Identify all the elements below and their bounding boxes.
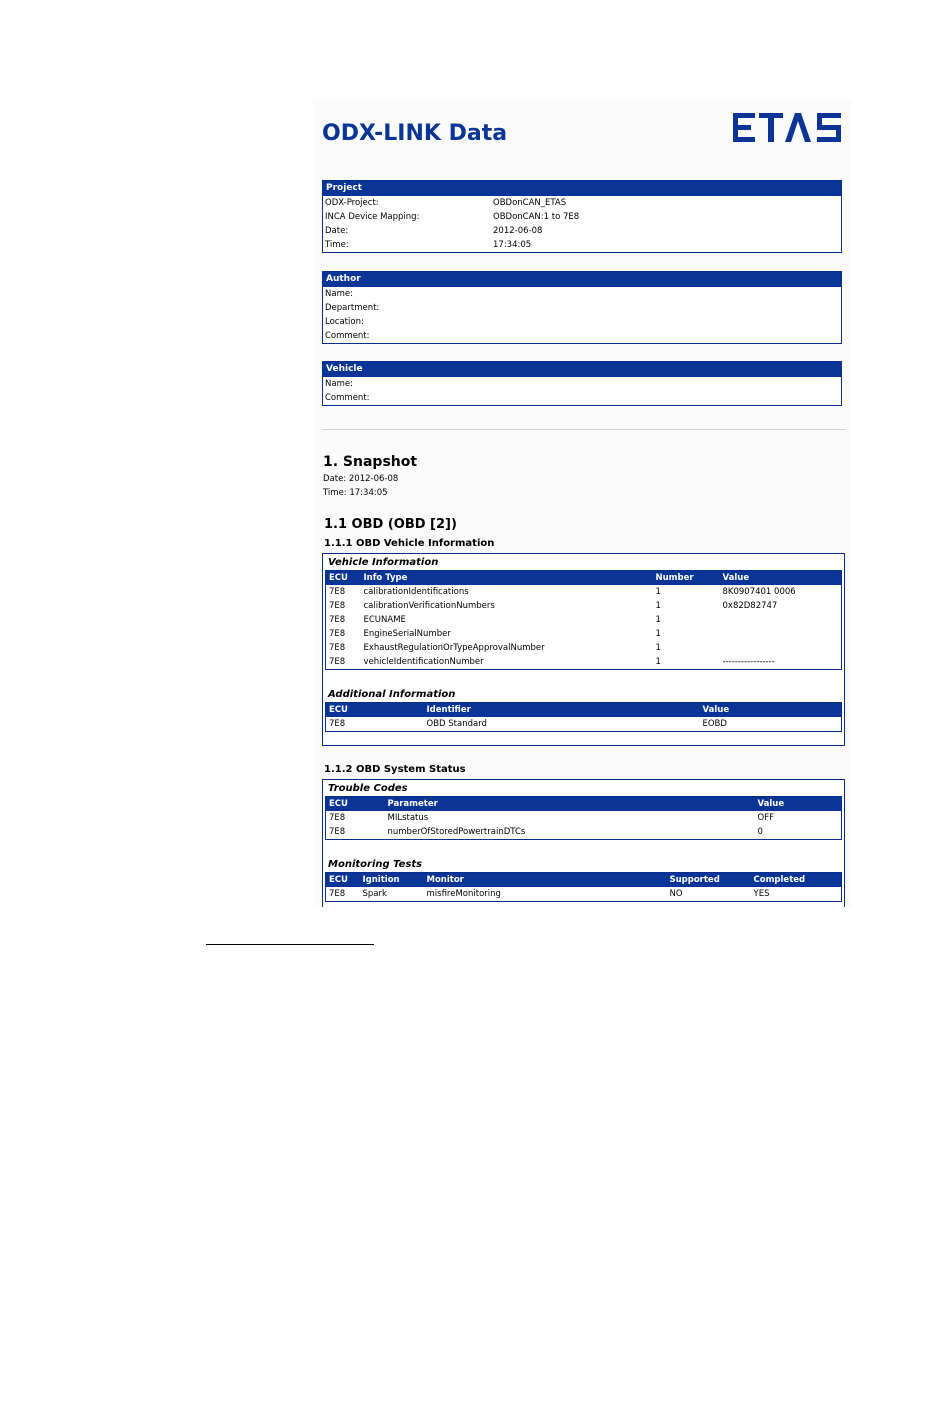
system-status-heading: 1.1.2 OBD System Status (324, 764, 466, 775)
col-ecu: ECU (326, 703, 424, 718)
etas-logo (733, 111, 843, 145)
table-row: 7E8 EngineSerialNumber 1 (329, 629, 661, 639)
col-ecu: ECU (326, 797, 385, 812)
monitoring-tests-title: Monitoring Tests (328, 859, 423, 870)
author-box (322, 271, 842, 344)
col-completed: Completed (751, 873, 842, 888)
vehicle-info-table (325, 570, 842, 670)
table-row: 7E8 calibrationIdentifications 1 8K0907401 0006 (329, 587, 796, 597)
snapshot-heading: 1. Snapshot (323, 454, 418, 470)
section-divider (322, 429, 845, 430)
info-row: Department: (325, 303, 380, 313)
table-row: 7E8 numberOfStoredPowertrainDTCs 0 (329, 827, 763, 837)
additional-info-table (325, 702, 842, 732)
footnote-separator (206, 944, 374, 945)
col-supported: Supported (667, 873, 751, 888)
col-info-type: Info Type (361, 571, 653, 586)
vehicle-info-section (322, 553, 845, 746)
snapshot-time: Time: 17:34:05 (323, 488, 388, 498)
table-row: 7E8 Spark misfireMonitoring NO YES (329, 889, 770, 899)
table-row: 7E8 MILstatus OFF (329, 813, 774, 823)
vehicle-info-title: Vehicle Information (328, 557, 439, 568)
col-identifier: Identifier (424, 703, 700, 718)
col-number: Number (653, 571, 720, 586)
vehicle-box (322, 361, 842, 406)
col-monitor: Monitor (424, 873, 667, 888)
col-value: Value (755, 797, 842, 812)
info-row: Comment: (325, 331, 370, 341)
project-header: Project (323, 181, 841, 196)
table-row: 7E8 vehicleIdentificationNumber 1 ----------------- (329, 657, 775, 667)
col-value: Value (700, 703, 842, 718)
author-header: Author (323, 272, 841, 287)
obd-heading: 1.1 OBD (OBD [2]) (324, 517, 457, 532)
table-row: 7E8 calibrationVerificationNumbers 1 0x82D82747 (329, 601, 778, 611)
col-ecu: ECU (326, 571, 361, 586)
info-row: INCA Device Mapping: OBDonCAN:1 to 7E8 (325, 212, 580, 222)
report-title: ODX-LINK Data (322, 121, 508, 146)
table-row: 7E8 ECUNAME 1 (329, 615, 661, 625)
trouble-codes-table (325, 796, 842, 840)
vehicle-info-heading: 1.1.1 OBD Vehicle Information (324, 538, 495, 549)
system-status-section (322, 779, 845, 907)
info-row: Location: (325, 317, 364, 327)
info-row: Time: 17:34:05 (325, 240, 532, 250)
info-row: ODX-Project: OBDonCAN_ETAS (325, 198, 567, 208)
info-row: Name: (325, 379, 353, 389)
col-value: Value (720, 571, 842, 586)
info-row: Name: (325, 289, 353, 299)
monitoring-tests-table (325, 872, 842, 902)
additional-info-title: Additional Information (328, 689, 456, 700)
table-row: 7E8 ExhaustRegulationOrTypeApprovalNumber 1 (329, 643, 661, 653)
report-page (313, 99, 851, 907)
info-row: Comment: (325, 393, 370, 403)
col-ignition: Ignition (360, 873, 424, 888)
table-row: 7E8 OBD Standard EOBD (329, 719, 727, 729)
project-box (322, 180, 842, 253)
col-ecu: ECU (326, 873, 360, 888)
col-parameter: Parameter (385, 797, 755, 812)
trouble-codes-title: Trouble Codes (328, 783, 408, 794)
vehicle-header: Vehicle (323, 362, 841, 377)
info-row: Date: 2012-06-08 (325, 226, 543, 236)
snapshot-date: Date: 2012-06-08 (323, 474, 399, 484)
